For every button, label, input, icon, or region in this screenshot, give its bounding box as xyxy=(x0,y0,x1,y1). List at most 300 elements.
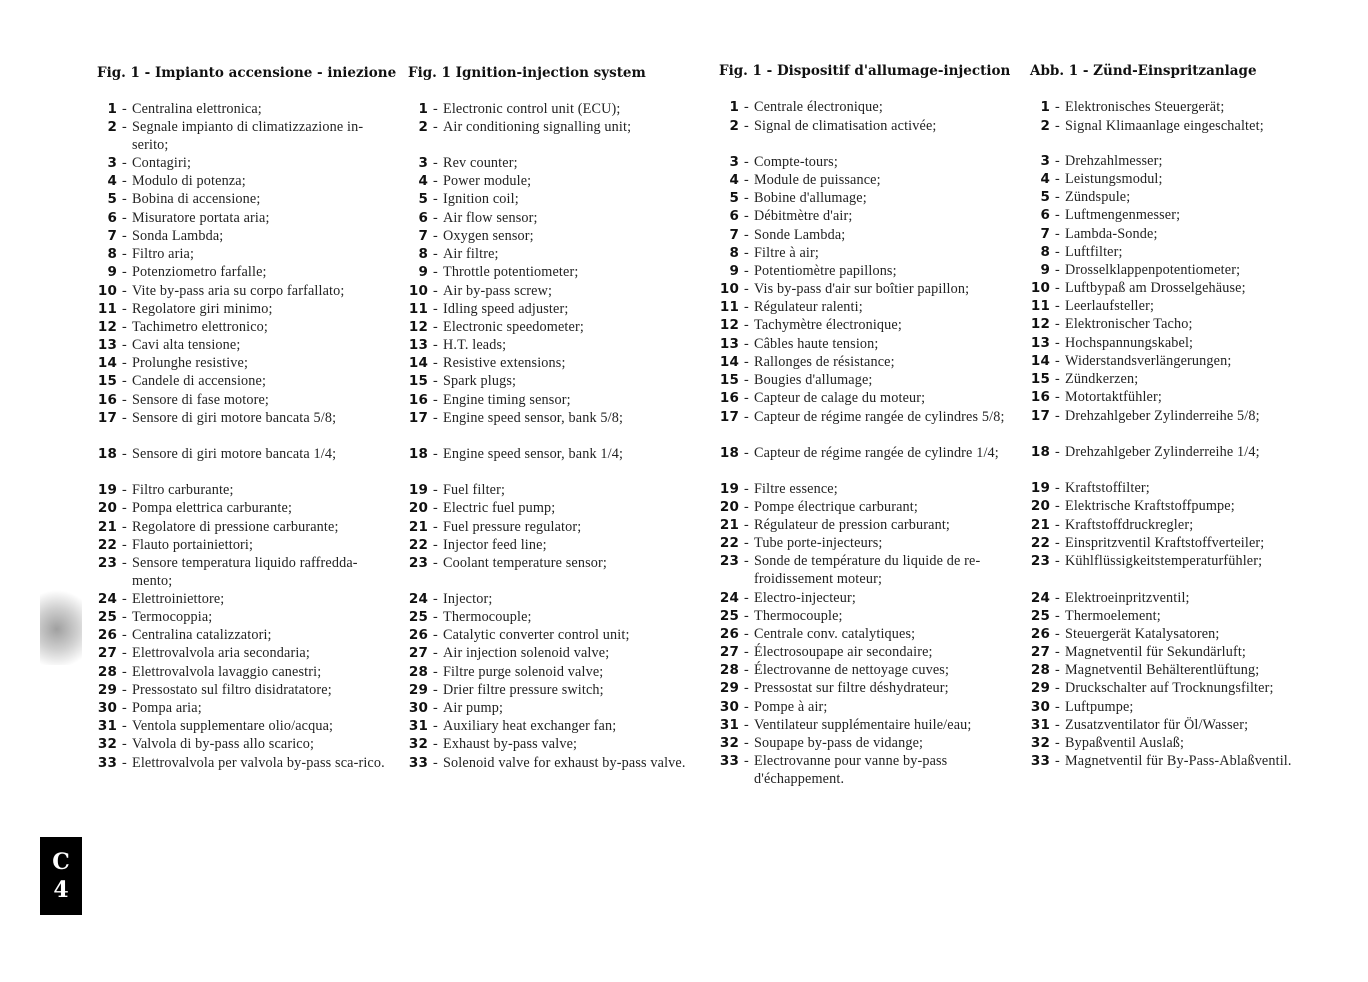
legend-item-separator: - xyxy=(744,336,749,352)
legend-item-number: 3 xyxy=(418,155,428,171)
legend-item-separator: - xyxy=(1055,389,1060,405)
legend-item-text: Régulateur de pression carburant; xyxy=(754,517,951,533)
legend-item-text: Sonde Lambda; xyxy=(754,227,846,243)
legend-item xyxy=(1030,480,1320,498)
legend-item-number: 29 xyxy=(408,682,428,698)
legend-item-number: 13 xyxy=(719,336,739,352)
legend-item xyxy=(408,682,698,700)
legend-item-text: Ventola supplementare olio/acqua; xyxy=(132,718,334,734)
legend-item-number: 11 xyxy=(719,299,739,315)
legend-item-number: 21 xyxy=(719,517,739,533)
legend-item-text: Centrale électronique; xyxy=(754,99,883,115)
legend-item-text: Compte-tours; xyxy=(754,154,838,170)
legend-item-number: 27 xyxy=(1030,644,1050,660)
legend-item-number: 2 xyxy=(107,119,117,135)
legend-item-text: Auxiliary heat exchanger fan; xyxy=(443,718,617,734)
legend-item-text: Fuel filter; xyxy=(443,482,506,498)
legend-item-separator: - xyxy=(744,245,749,261)
legend-item-separator: - xyxy=(122,736,127,752)
legend-item-text: Elettrovalvola lavaggio canestri; xyxy=(132,664,322,680)
legend-item-text: Thermocouple; xyxy=(443,609,532,625)
legend-item-number: 13 xyxy=(1030,335,1050,351)
legend-item-separator: - xyxy=(1055,316,1060,332)
legend-item-separator: - xyxy=(433,246,438,262)
legend-item-separator: - xyxy=(433,101,438,117)
legend-item-text: Sensore di giri motore bancata 1/4; xyxy=(132,446,337,462)
legend-item-number: 18 xyxy=(97,446,117,462)
legend-item-separator: - xyxy=(1055,99,1060,115)
legend-item xyxy=(719,245,1009,263)
legend-item-number: 32 xyxy=(408,736,428,752)
legend-item-number: 24 xyxy=(719,590,739,606)
legend-item-text: Filtro aria; xyxy=(132,246,195,262)
legend-item-separator: - xyxy=(744,735,749,751)
legend-item xyxy=(719,735,1009,753)
legend-item-number: 16 xyxy=(97,392,117,408)
legend-item-text: Sensore di giri motore bancata 5/8; xyxy=(132,410,337,426)
legend-item-separator: - xyxy=(744,409,749,425)
legend-item xyxy=(1030,171,1320,189)
legend-item-separator: - xyxy=(1055,735,1060,751)
legend-item-number: 31 xyxy=(1030,717,1050,733)
legend-item-number: 21 xyxy=(97,519,117,535)
legend-item-text: Spark plugs; xyxy=(443,373,517,389)
legend-item-text: Bypaßventil Auslaß; xyxy=(1065,735,1185,751)
legend-item-text: Signal de climatisation activée; xyxy=(754,118,937,134)
legend-item xyxy=(408,337,698,355)
legend-item xyxy=(1030,298,1320,316)
legend-item xyxy=(1030,118,1320,136)
legend-item-text: Luftpumpe; xyxy=(1065,699,1134,715)
legend-item xyxy=(97,591,387,609)
legend-item-text: Candele di accensione; xyxy=(132,373,267,389)
legend-item xyxy=(1030,626,1320,644)
legend-item-number: 6 xyxy=(1040,207,1050,223)
legend-item-text: Coolant temperature sensor; xyxy=(443,555,608,571)
legend-item-separator: - xyxy=(122,392,127,408)
legend-item xyxy=(408,537,698,555)
legend-item-text: Idling speed adjuster; xyxy=(443,301,569,317)
legend-item-number: 20 xyxy=(97,500,117,516)
legend-item xyxy=(408,500,698,518)
legend-item xyxy=(408,173,698,191)
section-tab-letter: C xyxy=(52,849,70,875)
legend-item-separator: - xyxy=(1055,171,1060,187)
legend-item-number: 24 xyxy=(408,591,428,607)
legend-item-number: 3 xyxy=(107,155,117,171)
legend-item-separator: - xyxy=(744,263,749,279)
legend-item xyxy=(1030,662,1320,680)
legend-item-number: 15 xyxy=(1030,371,1050,387)
legend-item xyxy=(719,517,1009,535)
legend-item xyxy=(97,664,387,682)
legend-item-text: Ventilateur supplémentaire huile/eau; xyxy=(754,717,972,733)
legend-item-text: Sonda Lambda; xyxy=(132,228,224,244)
legend-item-text: Air flow sensor; xyxy=(443,210,538,226)
legend-item-text: Regolatore giri minimo; xyxy=(132,301,273,317)
legend-item-text: Injector feed line; xyxy=(443,537,547,553)
legend-item-text: Drehzahlgeber Zylinderreihe 1/4; xyxy=(1065,444,1260,460)
legend-item xyxy=(719,717,1009,735)
legend-item-separator: - xyxy=(122,664,127,680)
legend-item-number: 7 xyxy=(107,228,117,244)
legend-item-separator: - xyxy=(744,626,749,642)
legend-item-text: Luftbypaß am Drosselgehäuse; xyxy=(1065,280,1246,296)
legend-item-number: 32 xyxy=(97,736,117,752)
legend-item xyxy=(719,336,1009,354)
legend-item xyxy=(408,519,698,537)
legend-item-number: 20 xyxy=(719,499,739,515)
legend-item-text: Motortaktfühler; xyxy=(1065,389,1162,405)
legend-item-text: Oxygen sensor; xyxy=(443,228,534,244)
legend-item-number: 25 xyxy=(408,609,428,625)
legend-item-separator: - xyxy=(744,499,749,515)
legend-item-number: 14 xyxy=(408,355,428,371)
legend-item-separator: - xyxy=(122,700,127,716)
legend-item-separator: - xyxy=(433,555,438,571)
legend-item-separator: - xyxy=(1055,699,1060,715)
legend-item xyxy=(408,645,698,663)
legend-item-number: 14 xyxy=(97,355,117,371)
legend-item-number: 27 xyxy=(97,645,117,661)
legend-item-text: Throttle potentiometer; xyxy=(443,264,579,280)
legend-item-text: Rev counter; xyxy=(443,155,518,171)
legend-item-separator: - xyxy=(744,172,749,188)
legend-item-text: Elektronischer Tacho; xyxy=(1065,316,1193,332)
legend-item-text: Termocoppia; xyxy=(132,609,213,625)
legend-item xyxy=(719,99,1009,117)
legend-item-text: Fuel pressure regulator; xyxy=(443,519,582,535)
legend-item-text: Bougies d'allumage; xyxy=(754,372,873,388)
legend-item-text: Drehzahlmesser; xyxy=(1065,153,1163,169)
legend-item-number: 29 xyxy=(1030,680,1050,696)
legend-item xyxy=(97,191,387,209)
legend-item-number: 5 xyxy=(1040,189,1050,205)
legend-item-number: 19 xyxy=(719,481,739,497)
legend-item xyxy=(1030,444,1320,462)
legend-item xyxy=(719,154,1009,172)
legend-item-text: Air by-pass screw; xyxy=(443,283,553,299)
legend-item xyxy=(97,682,387,700)
legend-item-text: Sensore di fase motore; xyxy=(132,392,270,408)
legend-item xyxy=(408,191,698,209)
legend-item-number: 23 xyxy=(408,555,428,571)
legend-item-separator: - xyxy=(744,517,749,533)
legend-item-separator: - xyxy=(122,191,127,207)
legend-item xyxy=(408,246,698,264)
legend-item-text: Ignition coil; xyxy=(443,191,519,207)
legend-item xyxy=(97,101,387,119)
legend-item xyxy=(719,499,1009,517)
legend-item-number: 28 xyxy=(408,664,428,680)
legend-item xyxy=(97,410,387,428)
legend-item xyxy=(719,281,1009,299)
legend-item-number: 1 xyxy=(1040,99,1050,115)
legend-item-number: 10 xyxy=(97,283,117,299)
legend-item-text: Exhaust by-pass valve; xyxy=(443,736,578,752)
legend-item-text: Engine speed sensor, bank 1/4; xyxy=(443,446,624,462)
legend-item-number: 8 xyxy=(107,246,117,262)
legend-item-text: Magnetventil Behälterentlüftung; xyxy=(1065,662,1260,678)
legend-item-text: Bobine d'allumage; xyxy=(754,190,867,206)
legend-item-number: 28 xyxy=(97,664,117,680)
legend-item-separator: - xyxy=(1055,226,1060,242)
legend-item-text: Kraftstoffdruckregler; xyxy=(1065,517,1194,533)
legend-item xyxy=(1030,99,1320,117)
legend-item-separator: - xyxy=(433,664,438,680)
legend-item-separator: - xyxy=(744,662,749,678)
legend-item xyxy=(97,736,387,754)
legend-item-text: Potenziometro farfalle; xyxy=(132,264,267,280)
legend-item-separator: - xyxy=(1055,262,1060,278)
legend-item xyxy=(1030,590,1320,608)
legend-item xyxy=(97,373,387,391)
legend-item-text: Pressostat sur filtre déshydrateur; xyxy=(754,680,949,696)
legend-item-text: Thermocouple; xyxy=(754,608,843,624)
legend-item-separator: - xyxy=(433,155,438,171)
legend-item-separator: - xyxy=(1055,480,1060,496)
legend-item-separator: - xyxy=(433,645,438,661)
legend-item-text: Lambda-Sonde; xyxy=(1065,226,1158,242)
legend-item xyxy=(97,301,387,319)
legend-item-number: 19 xyxy=(1030,480,1050,496)
legend-item-separator: - xyxy=(1055,535,1060,551)
legend-item-number: 5 xyxy=(107,191,117,207)
legend-item-separator: - xyxy=(1055,498,1060,514)
legend-item-number: 7 xyxy=(729,227,739,243)
legend-item-separator: - xyxy=(122,482,127,498)
legend-item-separator: - xyxy=(1055,280,1060,296)
legend-item-text: Zündkerzen; xyxy=(1065,371,1139,387)
legend-item-separator: - xyxy=(1055,717,1060,733)
legend-item xyxy=(97,482,387,500)
legend-item-separator: - xyxy=(433,500,438,516)
legend-item xyxy=(1030,408,1320,426)
legend-item-number: 29 xyxy=(97,682,117,698)
legend-item xyxy=(408,119,698,137)
legend-item-separator: - xyxy=(1055,444,1060,460)
legend-item-number: 9 xyxy=(1040,262,1050,278)
legend-item-separator: - xyxy=(1055,244,1060,260)
legend-item-number: 17 xyxy=(1030,408,1050,424)
legend-item-text: Drier filtre pressure switch; xyxy=(443,682,604,698)
legend-item-number: 9 xyxy=(107,264,117,280)
legend-item-text: Elektroeinpritzventil; xyxy=(1065,590,1190,606)
legend-item xyxy=(719,409,1009,427)
scan-artifact xyxy=(40,575,82,665)
legend-item-number: 9 xyxy=(418,264,428,280)
legend-item-separator: - xyxy=(433,210,438,226)
legend-item-separator: - xyxy=(744,154,749,170)
legend-item-number: 8 xyxy=(729,245,739,261)
legend-item-text: Elektronisches Steuergerät; xyxy=(1065,99,1225,115)
legend-item-separator: - xyxy=(433,627,438,643)
legend-item-separator: - xyxy=(122,319,127,335)
legend-item-text: Einspritzventil Kraftstoffverteiler; xyxy=(1065,535,1265,551)
legend-item-separator: - xyxy=(433,373,438,389)
legend-item xyxy=(408,410,698,428)
legend-item-separator: - xyxy=(744,390,749,406)
legend-item-separator: - xyxy=(1055,118,1060,134)
legend-item-separator: - xyxy=(122,755,127,771)
legend-item-number: 24 xyxy=(97,591,117,607)
legend-item xyxy=(719,372,1009,390)
legend-item-separator: - xyxy=(1055,517,1060,533)
legend-item-separator: - xyxy=(433,700,438,716)
legend-item xyxy=(97,609,387,627)
legend-item xyxy=(408,609,698,627)
legend-item-separator: - xyxy=(744,644,749,660)
legend-item xyxy=(408,755,698,773)
legend-item-separator: - xyxy=(433,355,438,371)
legend-item-text: Zusatzventilator für Öl/Wasser; xyxy=(1065,717,1249,733)
legend-item-separator: - xyxy=(744,208,749,224)
legend-item-number: 18 xyxy=(1030,444,1050,460)
legend-item-text: Module de puissance; xyxy=(754,172,881,188)
legend-item-text: Bobina di accensione; xyxy=(132,191,261,207)
legend-item-number: 27 xyxy=(719,644,739,660)
legend-item-text: Électrosoupape air secondaire; xyxy=(754,644,933,660)
legend-item-number: 29 xyxy=(719,680,739,696)
legend-item-number: 22 xyxy=(97,537,117,553)
legend-item xyxy=(97,173,387,191)
legend-item xyxy=(97,319,387,337)
legend-item-separator: - xyxy=(744,590,749,606)
legend-item xyxy=(719,190,1009,208)
legend-item xyxy=(1030,226,1320,244)
legend-item-separator: - xyxy=(744,717,749,733)
legend-item-separator: - xyxy=(1055,626,1060,642)
legend-item-text: Régulateur ralenti; xyxy=(754,299,863,315)
legend-item-number: 16 xyxy=(408,392,428,408)
legend-item xyxy=(408,700,698,718)
legend-item-separator: - xyxy=(1055,353,1060,369)
legend-item xyxy=(719,317,1009,335)
legend-item-number: 8 xyxy=(1040,244,1050,260)
legend-item-text: Leerlaufsteller; xyxy=(1065,298,1155,314)
legend-item xyxy=(408,355,698,373)
legend-item-text: Injector; xyxy=(443,591,493,607)
legend-item-text: Electronic control unit (ECU); xyxy=(443,101,621,117)
legend-item-number: 11 xyxy=(97,301,117,317)
legend-item-number: 3 xyxy=(729,154,739,170)
legend-item-text: Centrale conv. catalytiques; xyxy=(754,626,916,642)
legend-item-number: 12 xyxy=(1030,316,1050,332)
legend-item xyxy=(408,319,698,337)
legend-item-text: Magnetventil für By-Pass-Ablaßventil. xyxy=(1065,753,1292,769)
legend-item xyxy=(408,373,698,391)
legend-item-number: 10 xyxy=(1030,280,1050,296)
legend-item-separator: - xyxy=(1055,189,1060,205)
legend-item xyxy=(719,208,1009,226)
legend-item-text: Steuergerät Katalysatoren; xyxy=(1065,626,1220,642)
legend-item-separator: - xyxy=(744,281,749,297)
legend-item-text: Engine timing sensor; xyxy=(443,392,571,408)
legend-item-text: Centralina catalizzatori; xyxy=(132,627,272,643)
legend-item-number: 23 xyxy=(719,553,739,569)
legend-item-text: Druckschalter auf Trocknungsfilter; xyxy=(1065,680,1274,696)
legend-item xyxy=(719,553,1009,588)
legend-item xyxy=(408,155,698,173)
legend-item xyxy=(97,645,387,663)
legend-item-separator: - xyxy=(122,591,127,607)
legend-item-text: Potentiomètre papillons; xyxy=(754,263,897,279)
legend-item-text: Hochspannungskabel; xyxy=(1065,335,1194,351)
legend-item-separator: - xyxy=(744,317,749,333)
legend-item-number: 2 xyxy=(418,119,428,135)
legend-item-text: Contagiri; xyxy=(132,155,192,171)
legend-item-number: 16 xyxy=(1030,389,1050,405)
legend-item-text: Sonde de température du liquide de re-froidissement moteur; xyxy=(754,553,981,587)
legend-item xyxy=(97,264,387,282)
legend-item xyxy=(1030,553,1320,571)
legend-item-number: 5 xyxy=(418,191,428,207)
legend-item-number: 8 xyxy=(418,246,428,262)
legend-item-text: Pompa elettrica carburante; xyxy=(132,500,293,516)
legend-item-number: 4 xyxy=(1040,171,1050,187)
legend-item-text: Filtre essence; xyxy=(754,481,838,497)
legend-item xyxy=(1030,535,1320,553)
legend-item xyxy=(97,210,387,228)
legend-item-separator: - xyxy=(744,354,749,370)
legend-item-text: Magnetventil für Sekundärluft; xyxy=(1065,644,1247,660)
legend-item-separator: - xyxy=(1055,662,1060,678)
legend-item-text: Cavi alta tensione; xyxy=(132,337,241,353)
section-tab-number: 4 xyxy=(53,877,69,903)
legend-item-number: 4 xyxy=(107,173,117,189)
legend-item-number: 5 xyxy=(729,190,739,206)
legend-item-number: 26 xyxy=(1030,626,1050,642)
legend-item-number: 31 xyxy=(719,717,739,733)
legend-item-separator: - xyxy=(433,283,438,299)
legend-item xyxy=(408,264,698,282)
legend-item-text: Débitmètre d'air; xyxy=(754,208,853,224)
legend-item-number: 3 xyxy=(1040,153,1050,169)
legend-item-separator: - xyxy=(122,155,127,171)
legend-item-number: 14 xyxy=(1030,353,1050,369)
legend-item xyxy=(719,680,1009,698)
legend-item-text: H.T. leads; xyxy=(443,337,507,353)
legend-item xyxy=(719,481,1009,499)
legend-item xyxy=(719,608,1009,626)
legend-item-number: 24 xyxy=(1030,590,1050,606)
legend-item-separator: - xyxy=(744,535,749,551)
legend-item-number: 6 xyxy=(418,210,428,226)
legend-item-text: Power module; xyxy=(443,173,532,189)
legend-item-separator: - xyxy=(744,753,749,769)
legend-item-separator: - xyxy=(122,264,127,280)
legend-item-text: Tachimetro elettronico; xyxy=(132,319,268,335)
legend-item-text: Filtre purge solenoid valve; xyxy=(443,664,604,680)
legend-item-number: 19 xyxy=(97,482,117,498)
legend-item xyxy=(408,718,698,736)
legend-item-separator: - xyxy=(122,555,127,571)
legend-item-separator: - xyxy=(433,718,438,734)
legend-item-number: 33 xyxy=(408,755,428,771)
legend-item-text: Drehzahlgeber Zylinderreihe 5/8; xyxy=(1065,408,1260,424)
legend-item-text: Solenoid valve for exhaust by-pass valve. xyxy=(443,755,686,771)
legend-item xyxy=(408,736,698,754)
legend-item-number: 25 xyxy=(1030,608,1050,624)
legend-item-text: Catalytic converter control unit; xyxy=(443,627,630,643)
legend-item-text: Misuratore portata aria; xyxy=(132,210,270,226)
legend-item xyxy=(719,118,1009,136)
legend-item xyxy=(719,227,1009,245)
legend-item-text: Vite by-pass aria su corpo farfallato; xyxy=(132,283,345,299)
legend-item-text: Sensore temperatura liquido raffredda-mento; xyxy=(132,555,358,589)
legend-item-separator: - xyxy=(1055,590,1060,606)
legend-item-number: 10 xyxy=(408,283,428,299)
